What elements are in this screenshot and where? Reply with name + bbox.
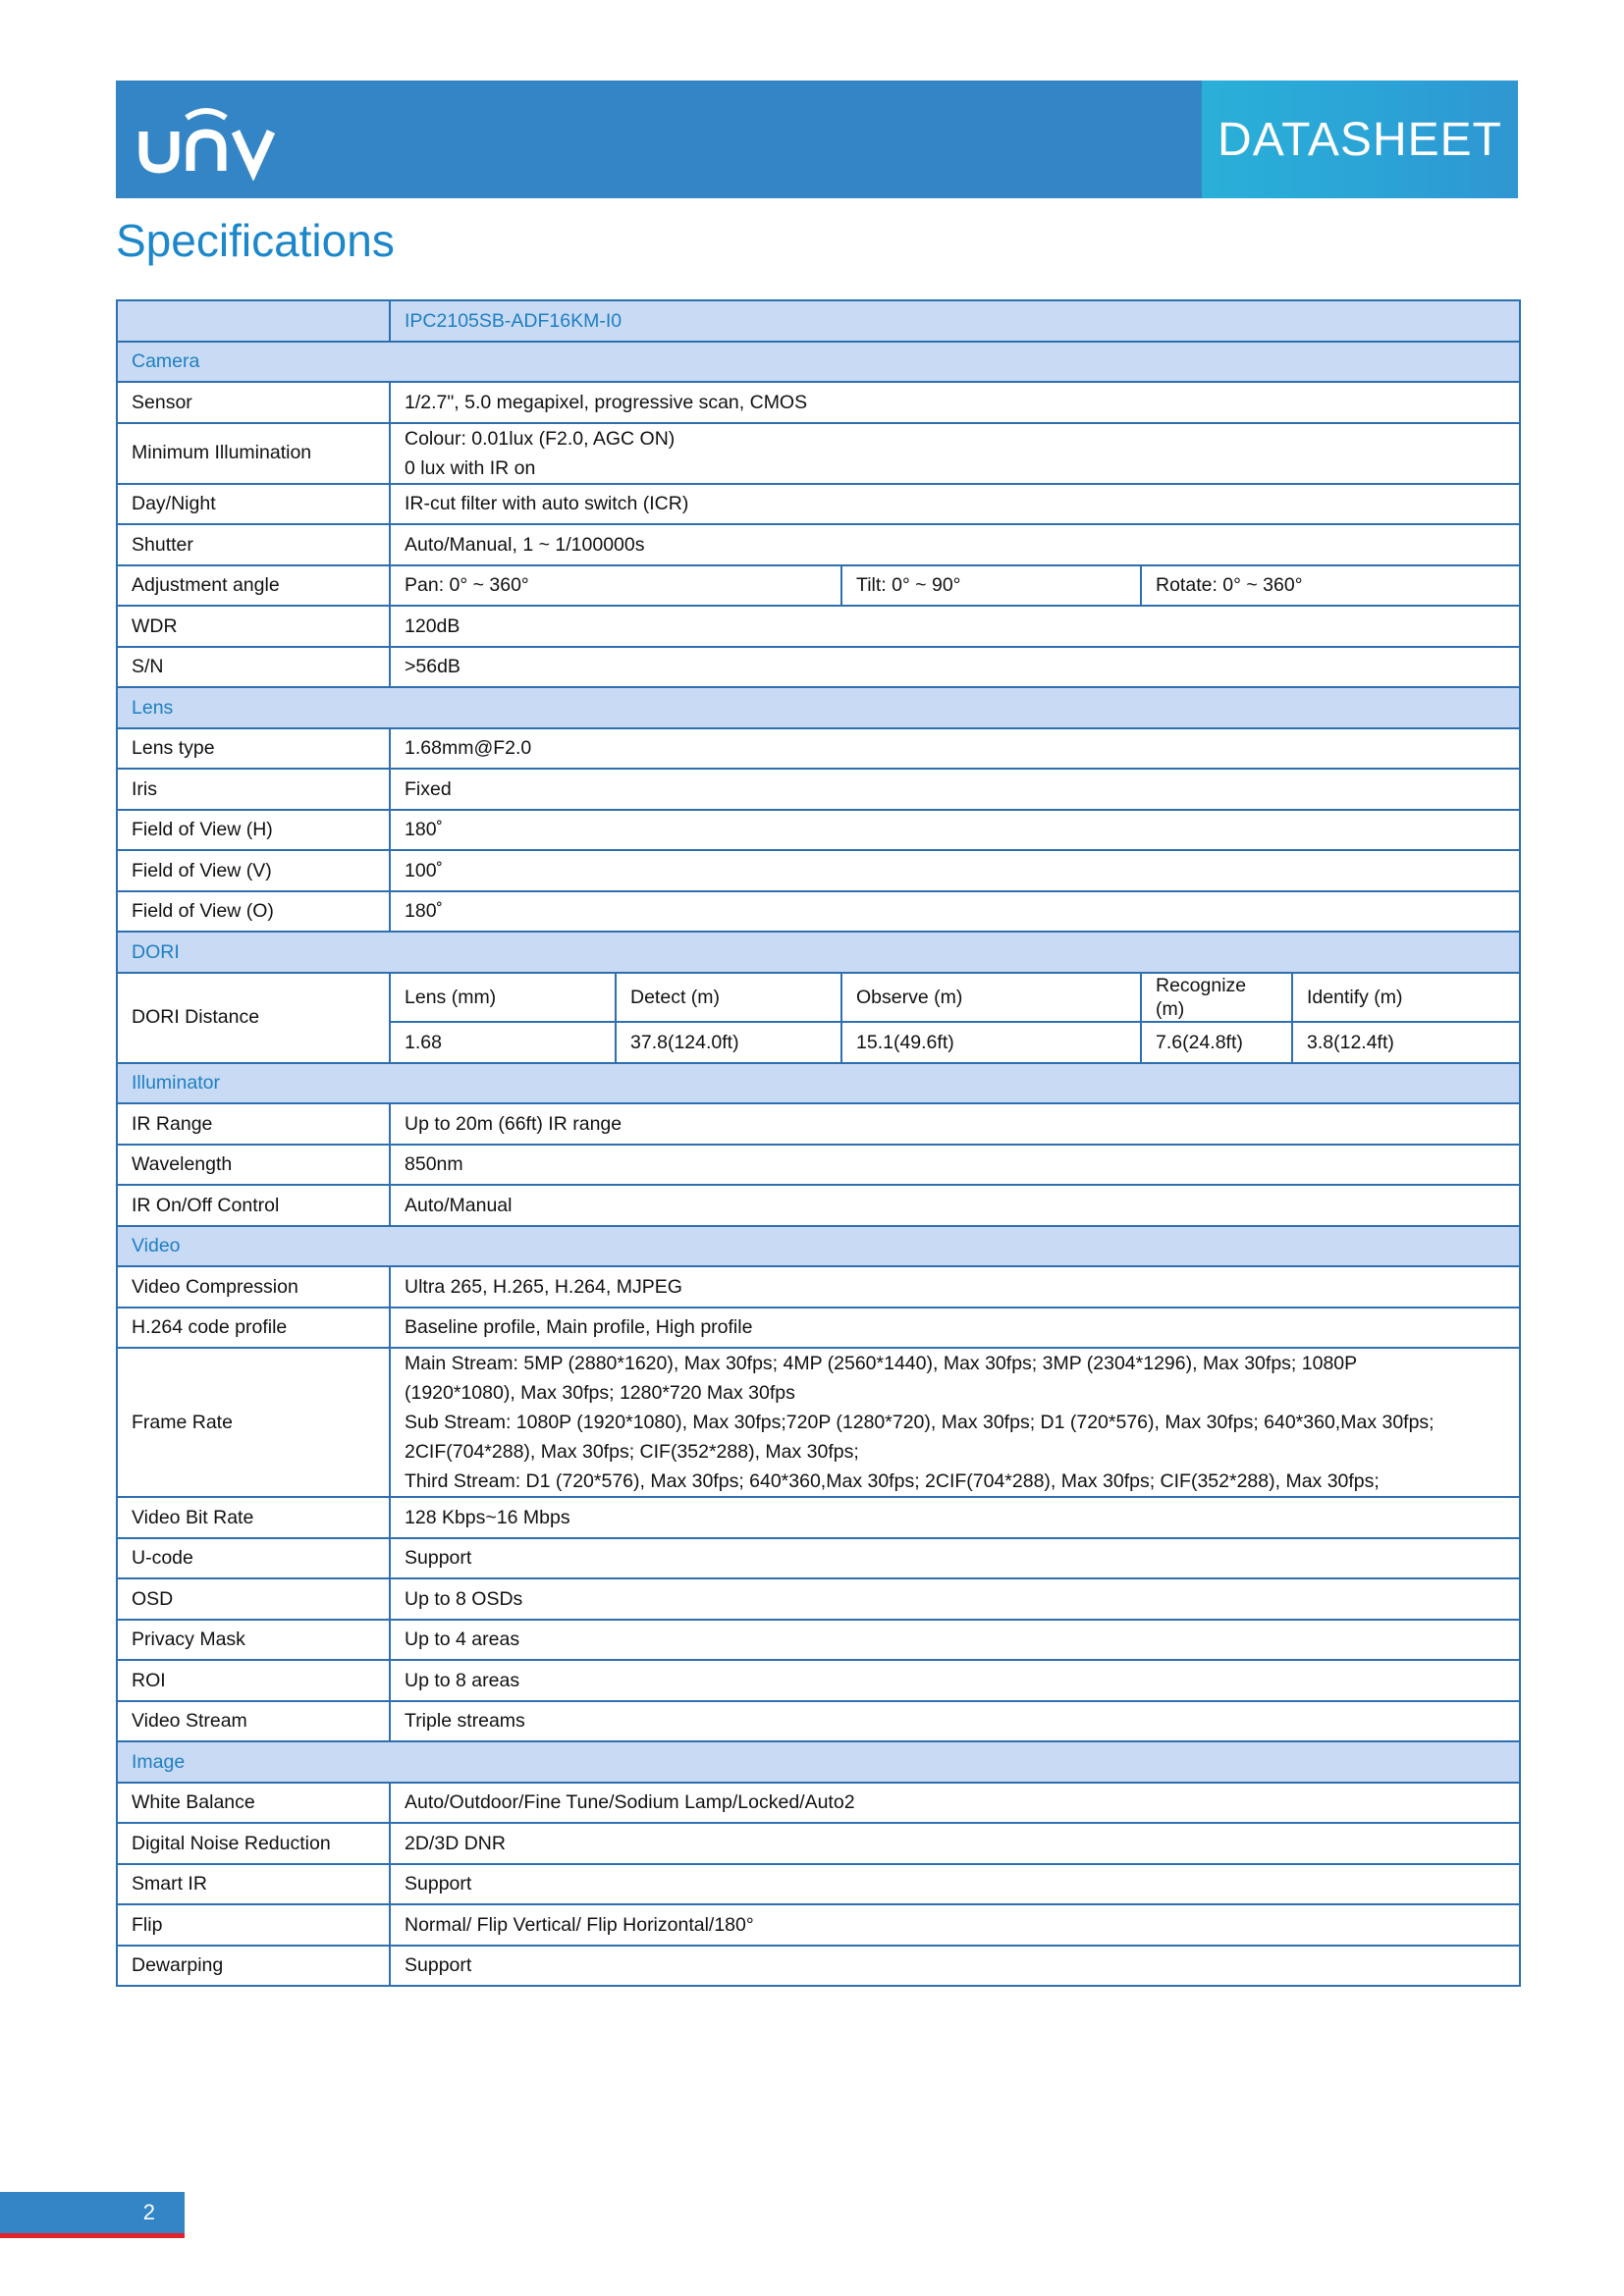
row-label: Flip [117, 1904, 390, 1946]
value-line: Third Stream: D1 (720*576), Max 30fps; 640*360,Max 30fps; 2CIF(704*288), Max 30fps; CIF(352*288), Max 30fps; [405, 1470, 1380, 1493]
row-label: IR Range [117, 1103, 390, 1145]
table-row [117, 382, 1520, 423]
row-value: 180˚ [390, 810, 1520, 851]
row-value: Support [390, 1864, 1520, 1905]
table-row [117, 1185, 1520, 1226]
datasheet-tab [1202, 80, 1518, 198]
model-row [117, 300, 1520, 342]
row-label: H.264 code profile [117, 1308, 390, 1349]
row-label: Field of View (H) [117, 810, 390, 851]
tilt-value: Tilt: 0° ~ 90° [841, 565, 1141, 607]
section-illuminator [117, 1063, 1520, 1104]
table-row [117, 1823, 1520, 1864]
table-row [117, 1538, 1520, 1579]
row-label: WDR [117, 606, 390, 647]
dori-header: Observe (m) [841, 973, 1141, 1023]
table-row [117, 524, 1520, 565]
section-image [117, 1741, 1520, 1783]
row-value [390, 1348, 1520, 1497]
table-row [117, 1783, 1520, 1824]
row-label: OSD [117, 1578, 390, 1620]
header-banner [116, 80, 1518, 198]
unv-logo [135, 98, 283, 181]
section-video [117, 1226, 1520, 1267]
row-label: Minimum Illumination [117, 423, 390, 484]
row-value: 1/2.7", 5.0 megapixel, progressive scan, CMOS [390, 382, 1520, 423]
table-row [117, 1103, 1520, 1145]
row-label: Sensor [117, 382, 390, 423]
table-row [117, 1308, 1520, 1349]
value-line: (1920*1080), Max 30fps; 1280*720 Max 30fps [405, 1382, 795, 1405]
row-label: Smart IR [117, 1864, 390, 1905]
row-value: 850nm [390, 1145, 1520, 1186]
dori-header: Recognize (m) [1141, 973, 1292, 1023]
dori-value: 1.68 [390, 1022, 616, 1063]
page-number-rule [0, 2233, 185, 2238]
page-number-tab [0, 2192, 185, 2233]
row-value: >56dB [390, 647, 1520, 688]
dori-header-row [117, 973, 1520, 1023]
table-row [117, 1497, 1520, 1538]
table-row [117, 1266, 1520, 1308]
page-title: Specifications [116, 215, 395, 266]
value-line: 2CIF(704*288), Max 30fps; CIF(352*288), Max 30fps; [405, 1441, 859, 1464]
row-label: Wavelength [117, 1145, 390, 1186]
row-value: Support [390, 1538, 1520, 1579]
row-value: Up to 8 areas [390, 1660, 1520, 1701]
row-value: Triple streams [390, 1701, 1520, 1742]
row-value: Baseline profile, Main profile, High profile [390, 1308, 1520, 1349]
row-label: Dewarping [117, 1946, 390, 1987]
section-title: Video [117, 1226, 1520, 1267]
pan-value: Pan: 0° ~ 360° [390, 565, 841, 607]
row-value: 1.68mm@F2.0 [390, 728, 1520, 770]
table-row [117, 1660, 1520, 1701]
row-value: Up to 20m (66ft) IR range [390, 1103, 1520, 1145]
row-label: Day/Night [117, 484, 390, 525]
table-row [117, 484, 1520, 525]
row-value: Support [390, 1946, 1520, 1987]
row-label: Shutter [117, 524, 390, 565]
section-title: Lens [117, 687, 1520, 728]
table-row [117, 728, 1520, 770]
section-camera [117, 342, 1520, 383]
table-row [117, 1578, 1520, 1620]
row-value: 100˚ [390, 850, 1520, 891]
dori-value: 37.8(124.0ft) [616, 1022, 841, 1063]
section-title: Illuminator [117, 1063, 1520, 1104]
table-row [117, 769, 1520, 810]
table-row [117, 1348, 1520, 1497]
model-name: IPC2105SB-ADF16KM-I0 [390, 300, 1520, 342]
table-row [117, 1946, 1520, 1987]
row-label: Video Bit Rate [117, 1497, 390, 1538]
table-row [117, 1701, 1520, 1742]
rotate-value: Rotate: 0° ~ 360° [1141, 565, 1520, 607]
section-dori [117, 932, 1520, 973]
table-row [117, 565, 1520, 607]
table-row [117, 1145, 1520, 1186]
table-row [117, 1620, 1520, 1661]
model-blank-cell [117, 300, 390, 342]
value-line: 0 lux with IR on [405, 456, 536, 479]
row-label: Video Compression [117, 1266, 390, 1308]
table-row [117, 647, 1520, 688]
table-row [117, 810, 1520, 851]
row-label: Iris [117, 769, 390, 810]
dori-value: 3.8(12.4ft) [1292, 1022, 1520, 1063]
row-value: Normal/ Flip Vertical/ Flip Horizontal/180° [390, 1904, 1520, 1946]
dori-value: 15.1(49.6ft) [841, 1022, 1141, 1063]
row-label: Frame Rate [117, 1348, 390, 1497]
section-title: Image [117, 1741, 1520, 1783]
row-label: Video Stream [117, 1701, 390, 1742]
row-label: Digital Noise Reduction [117, 1823, 390, 1864]
section-title: DORI [117, 932, 1520, 973]
row-value: Fixed [390, 769, 1520, 810]
row-label: IR On/Off Control [117, 1185, 390, 1226]
row-value: Up to 8 OSDs [390, 1578, 1520, 1620]
row-label: S/N [117, 647, 390, 688]
row-label: White Balance [117, 1783, 390, 1824]
row-label: DORI Distance [117, 973, 390, 1063]
row-label: Field of View (O) [117, 891, 390, 933]
dori-header: Detect (m) [616, 973, 841, 1023]
row-value: IR-cut filter with auto switch (ICR) [390, 484, 1520, 525]
row-value: 120dB [390, 606, 1520, 647]
dori-header: Identify (m) [1292, 973, 1520, 1023]
table-row [117, 891, 1520, 933]
row-value: Auto/Manual, 1 ~ 1/100000s [390, 524, 1520, 565]
row-label: Adjustment angle [117, 565, 390, 607]
row-label: ROI [117, 1660, 390, 1701]
dori-header: Lens (mm) [390, 973, 616, 1023]
row-label: U-code [117, 1538, 390, 1579]
datasheet-label: DATASHEET [1218, 113, 1502, 166]
row-label: Field of View (V) [117, 850, 390, 891]
value-line: Colour: 0.01lux (F2.0, AGC ON) [405, 427, 676, 450]
row-value: 2D/3D DNR [390, 1823, 1520, 1864]
row-value: Ultra 265, H.265, H.264, MJPEG [390, 1266, 1520, 1308]
page-number: 2 [142, 2200, 155, 2224]
row-value: Auto/Manual [390, 1185, 1520, 1226]
table-row [117, 850, 1520, 891]
row-label: Lens type [117, 728, 390, 770]
table-row [117, 1904, 1520, 1946]
row-value [390, 423, 1520, 484]
value-line: Sub Stream: 1080P (1920*1080), Max 30fps;720P (1280*720), Max 30fps; D1 (720*576), Max 30fps; 640*360,Max 30fps; [405, 1412, 1435, 1434]
row-value: Up to 4 areas [390, 1620, 1520, 1661]
value-line: Main Stream: 5MP (2880*1620), Max 30fps; 4MP (2560*1440), Max 30fps; 3MP (2304*1296), Max 30fps; 1080P [405, 1353, 1358, 1375]
row-value: 180˚ [390, 891, 1520, 933]
section-lens [117, 687, 1520, 728]
table-row [117, 606, 1520, 647]
table-row [117, 423, 1520, 484]
spec-table [116, 299, 1521, 1987]
dori-value: 7.6(24.8ft) [1141, 1022, 1292, 1063]
row-label: Privacy Mask [117, 1620, 390, 1661]
row-value: Auto/Outdoor/Fine Tune/Sodium Lamp/Locked/Auto2 [390, 1783, 1520, 1824]
table-row [117, 1864, 1520, 1905]
row-value: 128 Kbps~16 Mbps [390, 1497, 1520, 1538]
section-title: Camera [117, 342, 1520, 383]
